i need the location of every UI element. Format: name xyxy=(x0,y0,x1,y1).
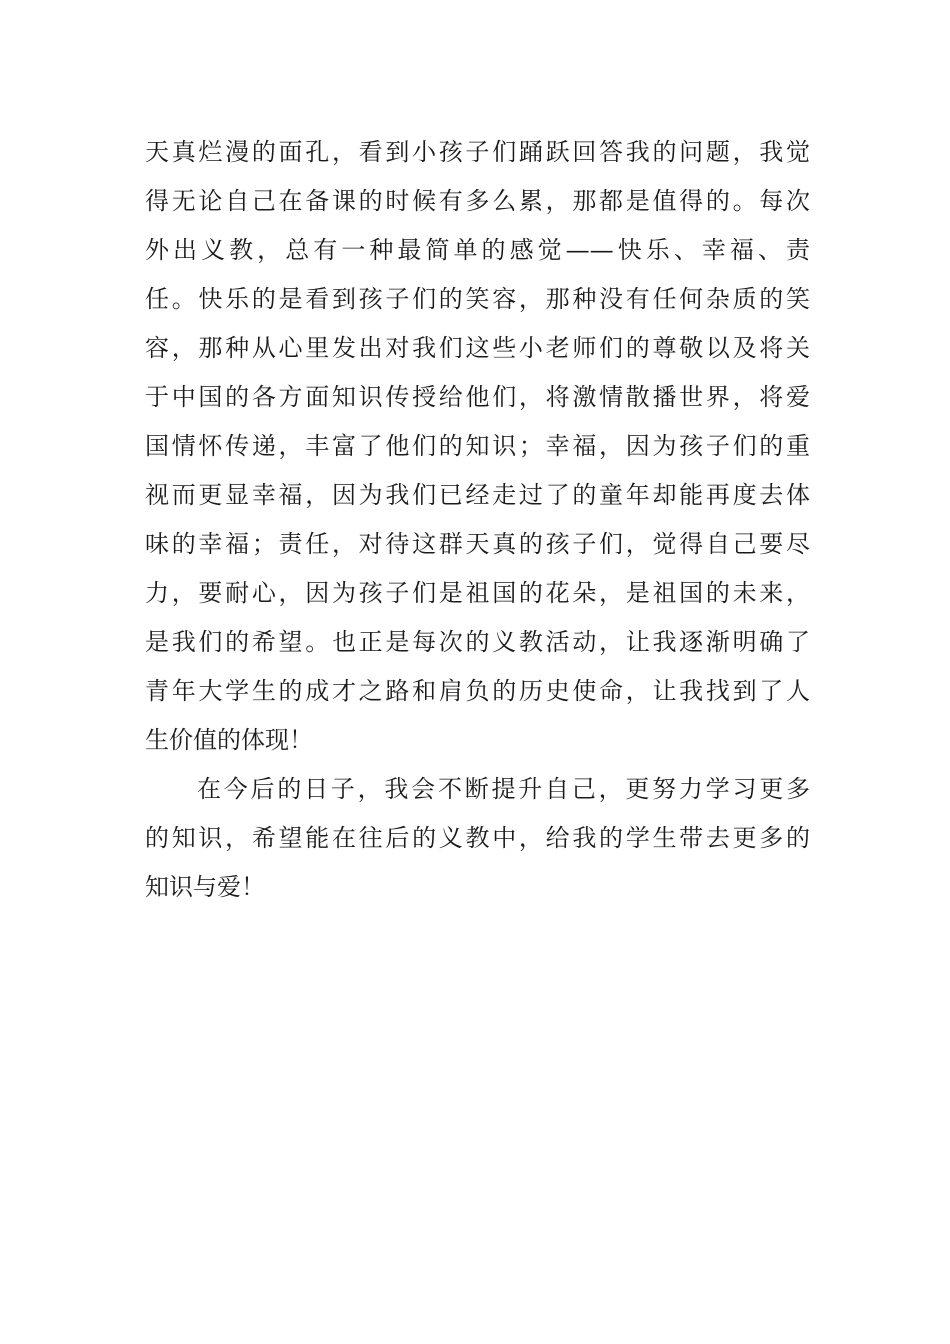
text-line: 青年大学生的成才之路和肩负的历史使命，让我找到了人 xyxy=(145,677,810,705)
text-line: 力，要耐心，因为孩子们是祖国的花朵，是祖国的未来， xyxy=(145,579,810,607)
text-line: 任。快乐的是看到孩子们的笑容，那种没有任何杂质的笑 xyxy=(145,285,810,313)
text-line: 天真烂漫的面孔，看到小孩子们踊跃回答我的问题，我觉 xyxy=(145,138,810,166)
text-line: 味的幸福；责任，对待这群天真的孩子们，觉得自己要尽 xyxy=(145,530,810,558)
text-line: 国情怀传递，丰富了他们的知识；幸福，因为孩子们的重 xyxy=(145,432,810,460)
text-line: 是我们的希望。也正是每次的义教活动，让我逐渐明确了 xyxy=(145,628,810,656)
body-text xyxy=(145,128,810,912)
text-line: 容，那种从心里发出对我们这些小老师们的尊敬以及将关 xyxy=(145,334,810,362)
text-line: 外出义教，总有一种最简单的感觉——快乐、幸福、责 xyxy=(145,236,810,264)
paragraph-first-line: 在今后的日子，我会不断提升自己，更努力学习更多 xyxy=(197,775,810,803)
text-line: 知识与爱！ xyxy=(145,873,265,901)
text-line: 的知识，希望能在往后的义教中，给我的学生带去更多的 xyxy=(145,824,810,852)
text-line: 生价值的体现！ xyxy=(145,726,313,754)
text-line: 得无论自己在备课的时候有多么累，那都是值得的。每次 xyxy=(145,187,810,215)
text-line: 视而更显幸福，因为我们已经走过了的童年却能再度去体 xyxy=(145,481,810,509)
text-line: 于中国的各方面知识传授给他们，将激情散播世界，将爱 xyxy=(145,383,810,411)
